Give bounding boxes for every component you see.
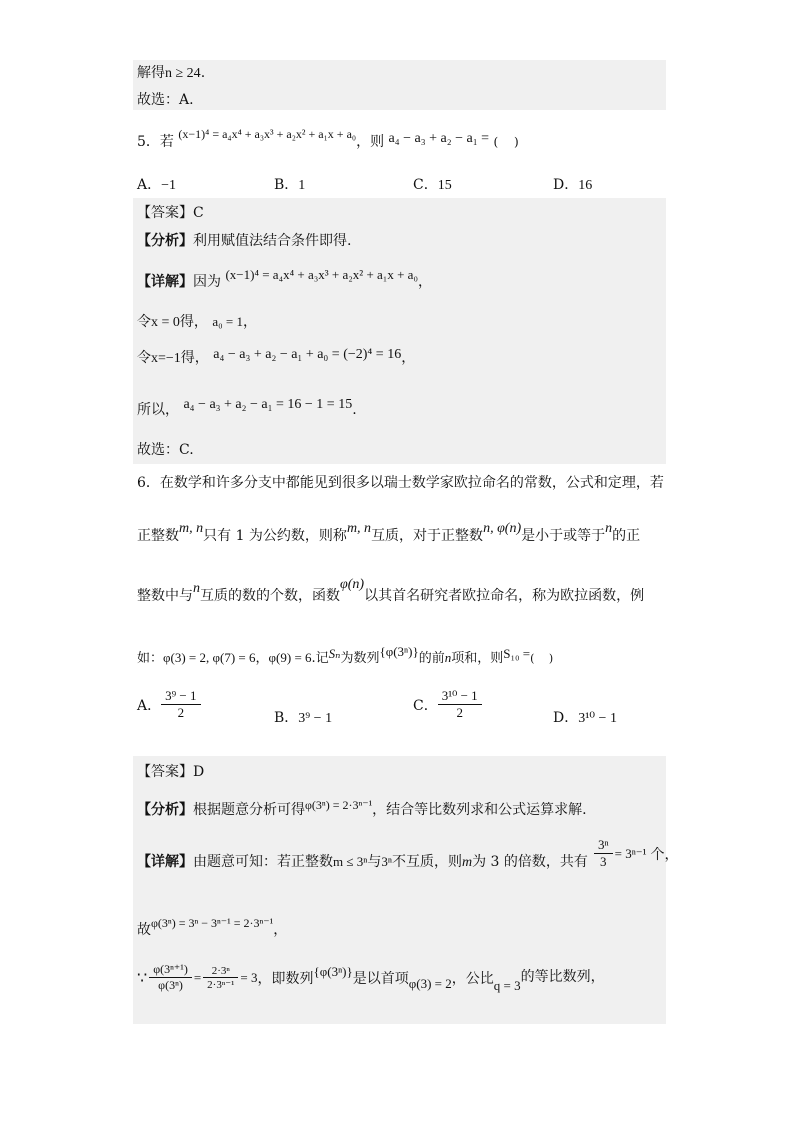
q6-detail: 【详解】由题意可知：若正整数m ≤ 3ⁿ与3ⁿ不互质，则m为 3 的倍数，共有 — [137, 854, 588, 870]
q5-detail-tag: 【详解】 — [137, 274, 193, 290]
q6-option-b: B．3⁹ − 1 — [274, 710, 333, 726]
q5-number: 5．若 — [137, 134, 174, 150]
q6-line-4: 如：φ(3) = 2, φ(7) = 6，φ(9) = 6.记Sₙ为数列{φ(3ⁿ)}的前n项和，则S₁₀ =( ) — [137, 644, 554, 666]
q5-so: 所以， a₄ − a₃ + a₂ − a₁ = 16 − 1 = 15. — [137, 397, 357, 418]
q6-option-c: C． $\frac{\text{3¹⁰ − 1}}{2}$ — [413, 688, 482, 721]
q6-detail-fraction: $\frac{\text{3ⁿ}}{3}$ = 3ⁿ⁻¹ 个， — [594, 837, 679, 870]
q5-option-d: D．16 — [553, 177, 593, 193]
prev-choice: 故选：A. — [137, 92, 194, 108]
q6-gu: 故φ(3ⁿ) = 3ⁿ − 3ⁿ⁻¹ = 2·3ⁿ⁻¹， — [137, 916, 288, 938]
q6-option-d: D．3¹⁰ − 1 — [553, 710, 617, 726]
q6-option-a-fraction: $\frac{\text{3⁹ − 1}}{2}$ — [161, 688, 200, 721]
q6-ratio-fraction-1: $\frac{\text{φ(3ⁿ⁺¹)}}{\text{φ(3ⁿ)}}$ — [149, 962, 192, 993]
q5-option-b: B．1 — [274, 177, 306, 193]
q5-stem — [137, 127, 519, 153]
prev-solution-block — [133, 60, 666, 110]
q5-let-zero: 令x = 0得， a₀ = 1， — [137, 314, 257, 330]
q6-option-c-fraction: $\frac{\text{3¹⁰ − 1}}{2}$ — [438, 688, 482, 721]
q5-so-result: a₄ − a₃ + a₂ − a₁ = 16 − 1 = 15 — [183, 397, 353, 412]
q6-ratio-fraction-2: $\frac{\text{2·3ⁿ}}{\text{2·3ⁿ⁻¹}}$ — [203, 965, 238, 991]
q5-analysis-text: 利用赋值法结合条件即得. — [193, 233, 352, 249]
prev-solve-line: 解得n ≥ 24. — [137, 65, 206, 81]
q5-detail-eq: (x−1)⁴ = a₄x⁴ + a₃x³ + a₂x² + a₁x + a₀ — [225, 267, 418, 282]
prev-solve-math: n ≥ 24 — [165, 66, 201, 81]
q6-answer: 【答案】D — [137, 764, 205, 780]
q5-detail: 【详解】因为 (x−1)⁴ = a₄x⁴ + a₃x³ + a₂x² + a₁x + a₀， — [137, 267, 432, 290]
q6-line-1: 6．在数学和许多分支中都能见到很多以瑞士数学家欧拉命名的常数，公式和定理，若 — [137, 475, 664, 491]
q5-equation: (x−1)⁴ = a₄x⁴ + a₃x³ + a₂x² + a₁x + a₀ — [178, 127, 357, 141]
q5-paren: ( ) — [493, 135, 519, 149]
q5-analysis — [137, 231, 351, 251]
q5-let-zero-result: a₀ = 1 — [212, 314, 243, 329]
q6-ratio-line: ∵ $\frac{\text{φ(3ⁿ⁺¹)}}{\text{φ(3ⁿ)}}$ = $\frac{\text{2·3ⁿ}}{\text{2·3ⁿ⁻¹}}$ = 3 ，即数列 {φ(3ⁿ)} 是以首项 φ(3) = 2 ，公比 q = 3 的等比数列， — [137, 962, 605, 993]
q5-let-minus-one: 令x=−1得， a₄ − a₃ + a₂ − a₁ + a₀ = (−2)⁴ = 16， — [137, 347, 416, 366]
q5-mid: ，则 — [356, 134, 385, 150]
q5-choice: 故选：C. — [137, 442, 194, 458]
q5-analysis-tag: 【分析】 — [137, 233, 193, 249]
q5-target: a₄ − a₃ + a₂ − a₁ = — [388, 131, 490, 146]
q6-line-2: 正整数m, n只有 1 为公约数，则称m, n互质，对于正整数n, φ(n)是小于或等于n的正 — [137, 521, 641, 544]
q6-analysis: 【分析】根据题意分析可得φ(3ⁿ) = 2·3ⁿ⁻¹，结合等比数列求和公式运算求解. — [137, 798, 587, 818]
q6-line-3: 整数中与n互质的数的个数，函数φ(n)以其首名研究者欧拉命名，称为欧拉函数，例 — [137, 577, 645, 604]
q5-let-minus-one-result: a₄ − a₃ + a₂ − a₁ + a₀ = (−2)⁴ = 16 — [213, 347, 402, 362]
q5-option-c: C．15 — [413, 177, 452, 193]
q5-option-a: A．−1 — [137, 177, 177, 193]
q5-let-zero-x: x = 0 — [151, 315, 180, 330]
q5-let-minus-one-x: x=−1 — [151, 351, 181, 366]
q6-option-a: A． $\frac{\text{3⁹ − 1}}{2}$ — [137, 688, 201, 721]
prev-solve-label: 解得 — [137, 65, 165, 81]
q5-answer: 【答案】C — [137, 205, 204, 221]
